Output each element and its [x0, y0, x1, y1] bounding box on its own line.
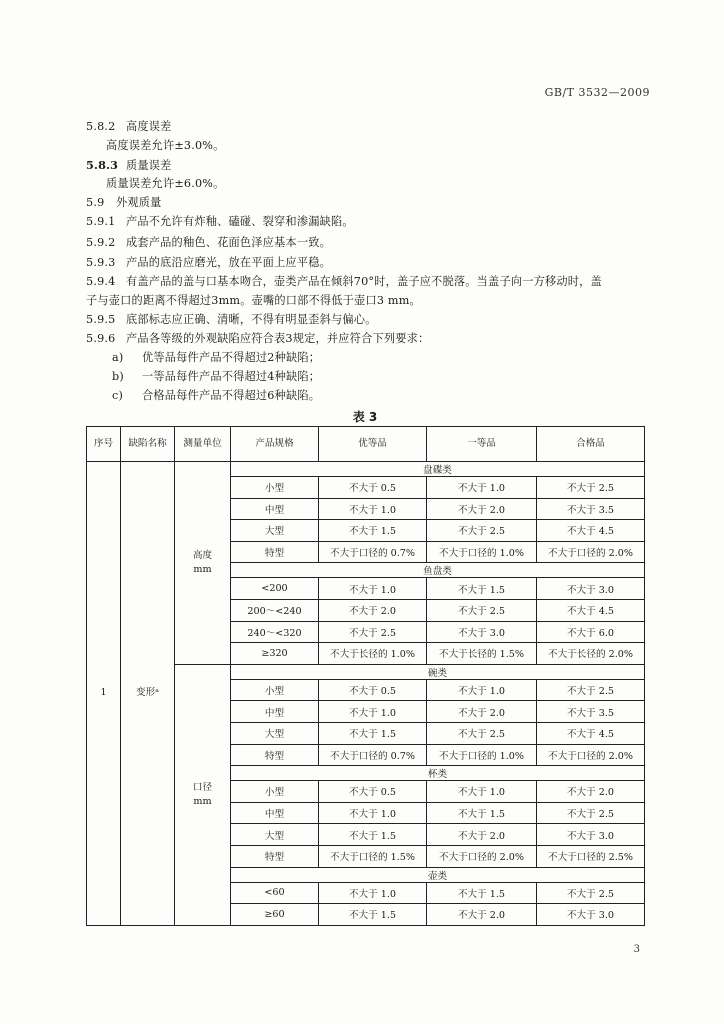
grade2-cell: 不大于长径的 1.5% — [427, 643, 537, 665]
section-title: 质量误差 — [126, 159, 172, 172]
section-title: 高度误差 — [126, 120, 172, 133]
grade3-cell: 不大于 2.5 — [537, 802, 645, 824]
section-number: 5.9 — [86, 196, 105, 209]
grade2-cell: 不大于 2.0 — [427, 701, 537, 723]
spec-cell: 240～<320 — [231, 621, 319, 643]
unit-label: 高度 — [192, 549, 213, 561]
section-number: 5.9.4 — [86, 275, 116, 288]
grade1-cell: 不大于 0.5 — [319, 679, 427, 701]
section-number: 5.8.2 — [86, 120, 116, 133]
grade1-cell: 不大于口径的 1.5% — [319, 845, 427, 867]
grade3-cell: 不大于 3.0 — [537, 578, 645, 600]
category-row — [87, 462, 645, 477]
section-5-9-3 — [86, 256, 331, 270]
section-5-9-2 — [86, 236, 331, 250]
grade3-cell: 不大于 4.5 — [537, 520, 645, 542]
standard-number: GB/T 3532—2009 — [544, 86, 650, 99]
section-body: 产品不允许有炸釉、磕碰、裂穿和渗漏缺陷。 — [126, 215, 354, 228]
grade1-cell: 不大于 0.5 — [319, 477, 427, 499]
list-marker: b) — [112, 370, 124, 383]
section-body: 质量误差允许±6.0%。 — [106, 177, 225, 190]
grade3-cell: 不大于长径的 2.0% — [537, 643, 645, 665]
grade3-cell: 不大于 2.0 — [537, 781, 645, 803]
grade1-cell: 不大于 1.5 — [319, 904, 427, 926]
spec-cell: ≥320 — [231, 643, 319, 665]
grade2-cell: 不大于 3.0 — [427, 621, 537, 643]
section-body: 产品各等级的外观缺陷应符合表3规定，并应符合下列要求： — [126, 332, 430, 345]
spec-cell: 大型 — [231, 520, 319, 542]
section-number: 5.9.3 — [86, 256, 116, 269]
unit-mm: mm — [193, 795, 212, 807]
grade1-cell: 不大于 1.0 — [319, 802, 427, 824]
list-text: 一等品每件产品不得超过4种缺陷； — [142, 370, 321, 383]
spec-cell: 中型 — [231, 701, 319, 723]
unit-height-cell — [175, 462, 231, 665]
list-item-b — [112, 370, 320, 384]
grade2-cell: 不大于 2.5 — [427, 520, 537, 542]
defect-table — [86, 426, 645, 926]
spec-cell: 200～<240 — [231, 599, 319, 621]
section-5-9-1 — [86, 215, 354, 229]
grade2-cell: 不大于 1.0 — [427, 679, 537, 701]
grade2-cell: 不大于口径的 1.0% — [427, 541, 537, 563]
section-number: 5.9.6 — [86, 332, 116, 345]
grade3-cell: 不大于 2.5 — [537, 882, 645, 904]
section-5-9-6 — [86, 332, 429, 346]
spec-cell: 特型 — [231, 744, 319, 766]
grade2-cell: 不大于 1.0 — [427, 781, 537, 803]
spec-cell: 小型 — [231, 679, 319, 701]
spec-cell: 大型 — [231, 824, 319, 846]
spec-cell: 大型 — [231, 722, 319, 744]
unit-diameter-cell — [175, 664, 231, 925]
unit-label: 口径 — [192, 781, 213, 793]
grade3-cell: 不大于口径的 2.0% — [537, 744, 645, 766]
list-item-c — [112, 389, 320, 403]
grade1-cell: 不大于口径的 0.7% — [319, 541, 427, 563]
section-5-9-5 — [86, 313, 377, 327]
header-grade3: 合格品 — [537, 427, 645, 462]
header-grade1: 优等品 — [319, 427, 427, 462]
section-body: 成套产品的釉色、花面色泽应基本一致。 — [126, 236, 331, 249]
grade3-cell: 不大于口径的 2.0% — [537, 541, 645, 563]
grade1-cell: 不大于 2.5 — [319, 621, 427, 643]
grade2-cell: 不大于 1.5 — [427, 802, 537, 824]
list-text: 优等品每件产品不得超过2种缺陷； — [142, 351, 321, 364]
grade2-cell: 不大于 1.5 — [427, 578, 537, 600]
grade3-cell: 不大于 3.5 — [537, 701, 645, 723]
section-body-continued: 子与壶口的距离不得超过3mm。壶嘴的口部不得低于壶口3 mm。 — [86, 294, 421, 307]
grade1-cell: 不大于 1.0 — [319, 882, 427, 904]
category-label: 鱼盘类 — [231, 563, 645, 578]
grade3-cell: 不大于口径的 2.5% — [537, 845, 645, 867]
grade2-cell: 不大于 2.0 — [427, 824, 537, 846]
header-spec: 产品规格 — [231, 427, 319, 462]
grade3-cell: 不大于 6.0 — [537, 621, 645, 643]
header-unit: 测量单位 — [175, 427, 231, 462]
grade1-cell: 不大于 0.5 — [319, 781, 427, 803]
grade3-cell: 不大于 2.5 — [537, 679, 645, 701]
grade3-cell: 不大于 3.0 — [537, 824, 645, 846]
list-item-a — [112, 351, 320, 365]
grade2-cell: 不大于口径的 1.0% — [427, 744, 537, 766]
section-number: 5.9.2 — [86, 236, 116, 249]
header-defect: 缺陷名称 — [121, 427, 175, 462]
grade2-cell: 不大于 1.5 — [427, 882, 537, 904]
table-caption: 表 3 — [352, 410, 378, 424]
section-5-8-3 — [86, 158, 172, 173]
grade1-cell: 不大于 2.0 — [319, 599, 427, 621]
section-number: 5.8.3 — [86, 158, 119, 172]
category-label: 壶类 — [231, 867, 645, 882]
spec-cell: 特型 — [231, 845, 319, 867]
grade2-cell: 不大于 1.0 — [427, 477, 537, 499]
grade1-cell: 不大于 1.0 — [319, 578, 427, 600]
table-header-row — [87, 427, 645, 462]
section-body: 底部标志应正确、清晰，不得有明显歪斜与偏心。 — [126, 313, 377, 326]
grade3-cell: 不大于 4.5 — [537, 599, 645, 621]
header-grade2: 一等品 — [427, 427, 537, 462]
category-label: 碗类 — [231, 664, 645, 679]
grade3-cell: 不大于 3.0 — [537, 904, 645, 926]
section-number: 5.9.1 — [86, 215, 116, 228]
section-5-9-4 — [86, 275, 602, 289]
section-number: 5.9.5 — [86, 313, 116, 326]
grade1-cell: 不大于长径的 1.0% — [319, 643, 427, 665]
list-marker: a) — [112, 351, 124, 364]
category-label: 杯类 — [231, 766, 645, 781]
spec-cell: 特型 — [231, 541, 319, 563]
unit-mm: mm — [193, 563, 212, 575]
header-seq: 序号 — [87, 427, 121, 462]
spec-cell: 中型 — [231, 802, 319, 824]
grade1-cell: 不大于 1.0 — [319, 701, 427, 723]
spec-cell: ≥60 — [231, 904, 319, 926]
section-5-9 — [86, 196, 162, 210]
section-body: 高度误差允许±3.0%。 — [106, 139, 225, 152]
grade3-cell: 不大于 3.5 — [537, 498, 645, 520]
list-marker: c) — [112, 389, 124, 402]
spec-cell: <60 — [231, 882, 319, 904]
grade3-cell: 不大于 2.5 — [537, 477, 645, 499]
grade1-cell: 不大于 1.5 — [319, 520, 427, 542]
grade2-cell: 不大于 2.0 — [427, 904, 537, 926]
grade1-cell: 不大于 1.0 — [319, 498, 427, 520]
spec-cell: <200 — [231, 578, 319, 600]
grade1-cell: 不大于 1.5 — [319, 722, 427, 744]
category-label: 盘碟类 — [231, 462, 645, 477]
defect-cell: 变形ᵃ — [121, 462, 175, 926]
grade1-cell: 不大于 1.5 — [319, 824, 427, 846]
grade1-cell: 不大于口径的 0.7% — [319, 744, 427, 766]
seq-cell: 1 — [87, 462, 121, 926]
section-title: 外观质量 — [116, 196, 162, 209]
grade3-cell: 不大于 4.5 — [537, 722, 645, 744]
grade2-cell: 不大于口径的 2.0% — [427, 845, 537, 867]
grade2-cell: 不大于 2.0 — [427, 498, 537, 520]
list-text: 合格品每件产品不得超过6种缺陷。 — [142, 389, 321, 402]
section-body: 有盖产品的盖与口基本吻合，壶类产品在倾斜70°时，盖子应不脱落。当盖子向一方移动时，盖 — [126, 275, 602, 288]
spec-cell: 中型 — [231, 498, 319, 520]
page-number: 3 — [633, 944, 640, 955]
spec-cell: 小型 — [231, 477, 319, 499]
grade2-cell: 不大于 2.5 — [427, 722, 537, 744]
spec-cell: 小型 — [231, 781, 319, 803]
section-body: 产品的底沿应磨光，放在平面上应平稳。 — [126, 256, 331, 269]
section-5-8-2 — [86, 120, 172, 134]
grade2-cell: 不大于 2.5 — [427, 599, 537, 621]
